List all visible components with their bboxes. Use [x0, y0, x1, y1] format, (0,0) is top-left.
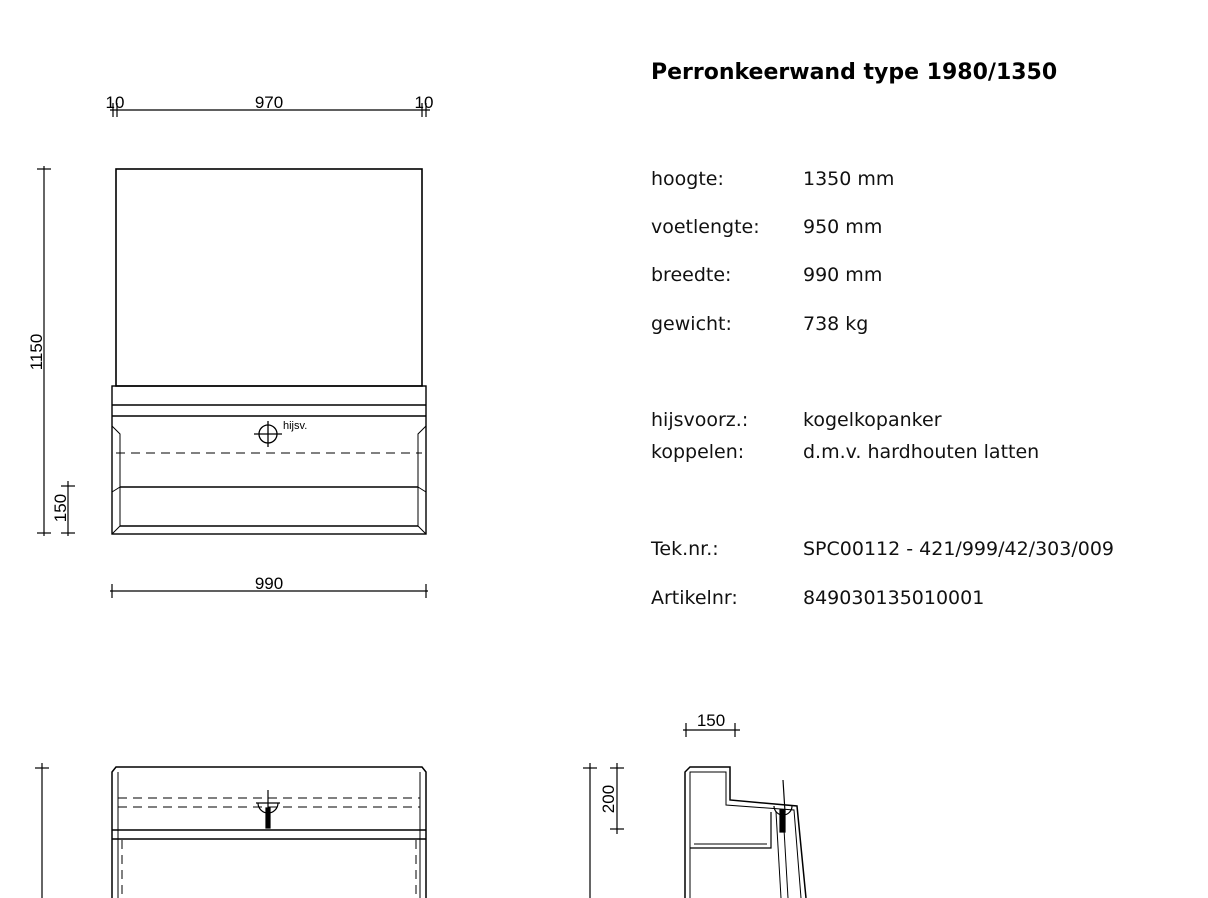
spec-value: 950 mm: [803, 216, 883, 238]
reference-label: Artikelnr:: [651, 587, 738, 609]
spec-value: 990 mm: [803, 264, 883, 286]
reference-value: SPC00112 - 421/999/42/303/009: [803, 538, 1115, 560]
dim-height: 1150: [27, 333, 46, 371]
dim-base: 150: [51, 493, 70, 523]
wall-upper: [116, 169, 422, 386]
spec-label: gewicht:: [651, 313, 732, 335]
spec-value: 1350 mm: [803, 168, 895, 190]
reference-value: 849030135010001: [803, 587, 985, 609]
dim-top-middle: 970: [254, 93, 284, 112]
spec-value: 738 kg: [803, 313, 869, 335]
dim-width: 990: [254, 574, 284, 593]
reference-label: Tek.nr.:: [651, 538, 719, 560]
spec-label: hoogte:: [651, 168, 724, 190]
dim-top-right: 10: [414, 93, 434, 112]
wall-base: [112, 386, 426, 534]
spec-label: breedte:: [651, 264, 732, 286]
spec-label: voetlengte:: [651, 216, 760, 238]
detail-value: kogelkopanker: [803, 409, 942, 431]
detail-label: koppelen:: [651, 441, 745, 463]
dim-section-top: 150: [696, 711, 726, 730]
anchor-icon: [256, 790, 280, 828]
lifting-label: hijsv.: [283, 420, 308, 432]
dim-section-side: 200: [599, 784, 618, 814]
sheet-title: Perronkeerwand type 1980/1350: [651, 60, 1058, 85]
front-view: [37, 103, 430, 598]
detail-value: d.m.v. hardhouten latten: [803, 441, 1040, 463]
dim-top-left: 10: [105, 93, 125, 112]
top-view: [35, 763, 426, 898]
detail-label: hijsvoorz.:: [651, 409, 749, 431]
lifting-point-icon: [254, 421, 282, 447]
